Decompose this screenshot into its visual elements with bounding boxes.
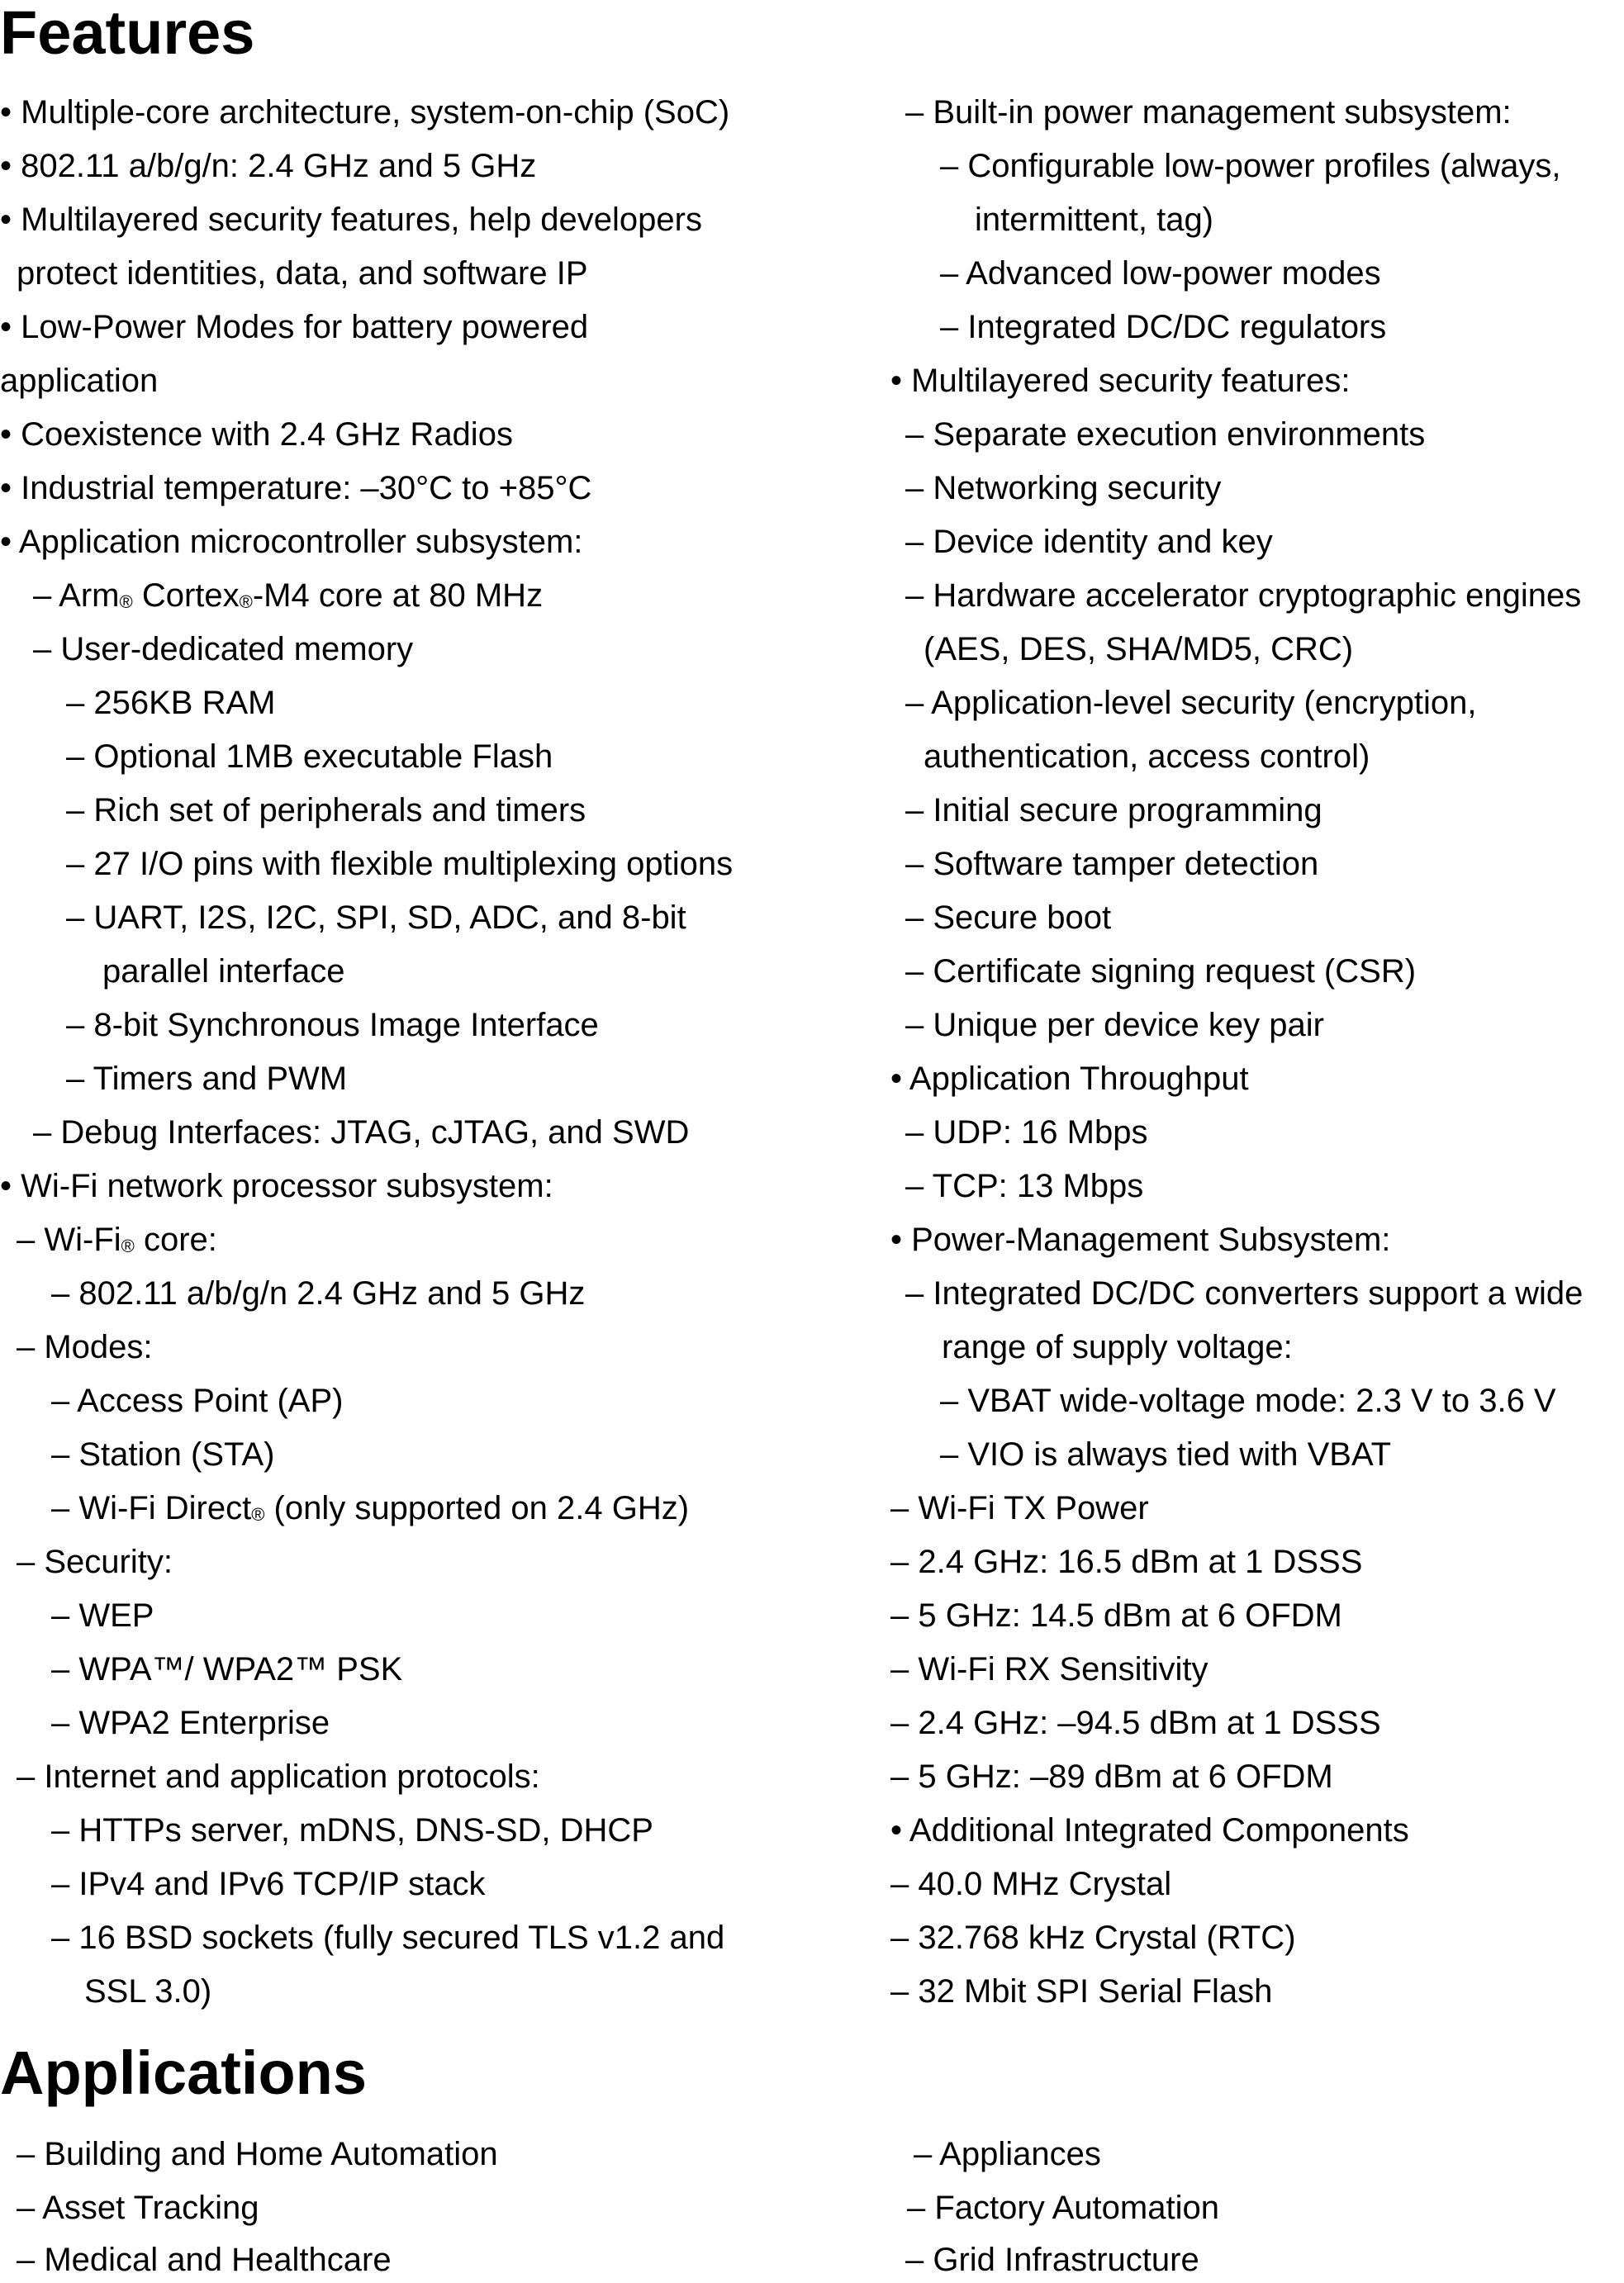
feature-line: – Application-level security (encryption, xyxy=(905,685,1477,721)
feature-line: – TCP: 13 Mbps xyxy=(905,1168,1144,1204)
feature-line: – 32.768 kHz Crystal (RTC) xyxy=(890,1920,1296,1956)
feature-line: – UART, I2S, I2C, SPI, SD, ADC, and 8-bit xyxy=(66,899,686,936)
feature-line: – Arm® Cortex®-M4 core at 80 MHz xyxy=(33,577,544,614)
feature-line: – Wi-Fi Direct® (only supported on 2.4 GHz) xyxy=(51,1490,690,1526)
feature-line: • Low-Power Modes for battery powered xyxy=(0,309,589,345)
feature-line: – Software tamper detection xyxy=(905,846,1319,882)
feature-line: protect identities, data, and software IP xyxy=(17,255,588,292)
application-line: – Medical and Healthcare xyxy=(17,2242,392,2278)
feature-line: – User-dedicated memory xyxy=(33,631,414,667)
feature-line: range of supply voltage: xyxy=(942,1329,1293,1365)
feature-line: • Additional Integrated Components xyxy=(890,1812,1409,1849)
feature-line: – Security: xyxy=(17,1544,173,1580)
feature-line: – 32 Mbit SPI Serial Flash xyxy=(890,1973,1273,2010)
feature-line: – 27 I/O pins with flexible multiplexing options xyxy=(66,846,734,882)
feature-line: – Rich set of peripherals and timers xyxy=(66,792,586,828)
feature-line: – Initial secure programming xyxy=(905,792,1322,828)
features-heading: Features xyxy=(0,0,255,67)
feature-line: – Wi-Fi® core: xyxy=(17,1222,217,1258)
feature-line: authentication, access control) xyxy=(924,738,1370,775)
feature-line: – 16 BSD sockets (fully secured TLS v1.2 and xyxy=(51,1920,725,1956)
feature-line: – Debug Interfaces: JTAG, cJTAG, and SWD xyxy=(33,1114,690,1151)
feature-line: intermittent, tag) xyxy=(975,202,1214,238)
feature-line: – Internet and application protocols: xyxy=(17,1759,540,1795)
feature-line: • Application Throughput xyxy=(890,1061,1249,1097)
feature-line: • Wi-Fi network processor subsystem: xyxy=(0,1168,553,1204)
feature-line: – WPA2 Enterprise xyxy=(51,1705,330,1741)
feature-line: • Power-Management Subsystem: xyxy=(890,1222,1391,1258)
feature-line: – Networking security xyxy=(905,470,1222,506)
feature-line: • Industrial temperature: –30°C to +85°C xyxy=(0,470,592,506)
feature-line: • Multiple-core architecture, system-on-chip (SoC) xyxy=(0,94,730,131)
feature-line: – Optional 1MB executable Flash xyxy=(66,738,553,775)
feature-line: – 256KB RAM xyxy=(66,685,276,721)
feature-line: SSL 3.0) xyxy=(84,1973,212,2010)
feature-line: application xyxy=(0,363,159,399)
application-line: – Grid Infrastructure xyxy=(905,2242,1199,2278)
feature-line: – Secure boot xyxy=(905,899,1112,936)
application-line: – Appliances xyxy=(914,2136,1101,2172)
feature-line: – Configurable low-power profiles (always, xyxy=(940,148,1561,184)
feature-line: • Coexistence with 2.4 GHz Radios xyxy=(0,416,513,453)
feature-line: – Advanced low-power modes xyxy=(940,255,1381,292)
feature-line: – Device identity and key xyxy=(905,524,1273,560)
feature-line: – WEP xyxy=(51,1597,154,1634)
application-line: – Factory Automation xyxy=(907,2190,1219,2226)
feature-line: – WPA™/ WPA2™ PSK xyxy=(51,1651,403,1687)
feature-line: – Integrated DC/DC regulators xyxy=(940,309,1387,345)
feature-line: – 40.0 MHz Crystal xyxy=(890,1866,1172,1902)
feature-line: – 802.11 a/b/g/n 2.4 GHz and 5 GHz xyxy=(51,1275,586,1312)
feature-line: • Application microcontroller subsystem: xyxy=(0,524,583,560)
feature-line: – UDP: 16 Mbps xyxy=(905,1114,1148,1151)
application-line: – Building and Home Automation xyxy=(17,2136,498,2172)
feature-line: • 802.11 a/b/g/n: 2.4 GHz and 5 GHz xyxy=(0,148,537,184)
feature-line: – Separate execution environments xyxy=(905,416,1426,453)
feature-line: – Unique per device key pair xyxy=(905,1007,1324,1043)
feature-line: – 2.4 GHz: 16.5 dBm at 1 DSSS xyxy=(890,1544,1363,1580)
feature-line: (AES, DES, SHA/MD5, CRC) xyxy=(924,631,1354,667)
feature-line: – Wi-Fi TX Power xyxy=(890,1490,1149,1526)
feature-line: – Integrated DC/DC converters support a wide xyxy=(905,1275,1584,1312)
feature-line: – VIO is always tied with VBAT xyxy=(940,1436,1392,1473)
feature-line: – Wi-Fi RX Sensitivity xyxy=(890,1651,1209,1687)
feature-line: – Certificate signing request (CSR) xyxy=(905,953,1417,990)
feature-line: – Built-in power management subsystem: xyxy=(905,94,1512,131)
feature-line: • Multilayered security features, help developers xyxy=(0,202,702,238)
feature-line: – HTTPs server, mDNS, DNS-SD, DHCP xyxy=(51,1812,653,1849)
feature-line: – 2.4 GHz: –94.5 dBm at 1 DSSS xyxy=(890,1705,1381,1741)
feature-line: – 5 GHz: 14.5 dBm at 6 OFDM xyxy=(890,1597,1342,1634)
feature-line: – IPv4 and IPv6 TCP/IP stack xyxy=(51,1866,486,1902)
feature-line: – 8-bit Synchronous Image Interface xyxy=(66,1007,599,1043)
feature-line: – VBAT wide-voltage mode: 2.3 V to 3.6 V xyxy=(940,1383,1556,1419)
feature-line: • Multilayered security features: xyxy=(890,363,1351,399)
feature-line: – Modes: xyxy=(17,1329,153,1365)
feature-line: parallel interface xyxy=(102,953,345,990)
feature-line: – Access Point (AP) xyxy=(51,1383,344,1419)
applications-heading: Applications xyxy=(0,2039,368,2107)
feature-line: – Timers and PWM xyxy=(66,1061,348,1097)
feature-line: – Station (STA) xyxy=(51,1436,275,1473)
feature-line: – 5 GHz: –89 dBm at 6 OFDM xyxy=(890,1759,1333,1795)
application-line: – Asset Tracking xyxy=(17,2190,259,2226)
feature-line: – Hardware accelerator cryptographic engines xyxy=(905,577,1582,614)
